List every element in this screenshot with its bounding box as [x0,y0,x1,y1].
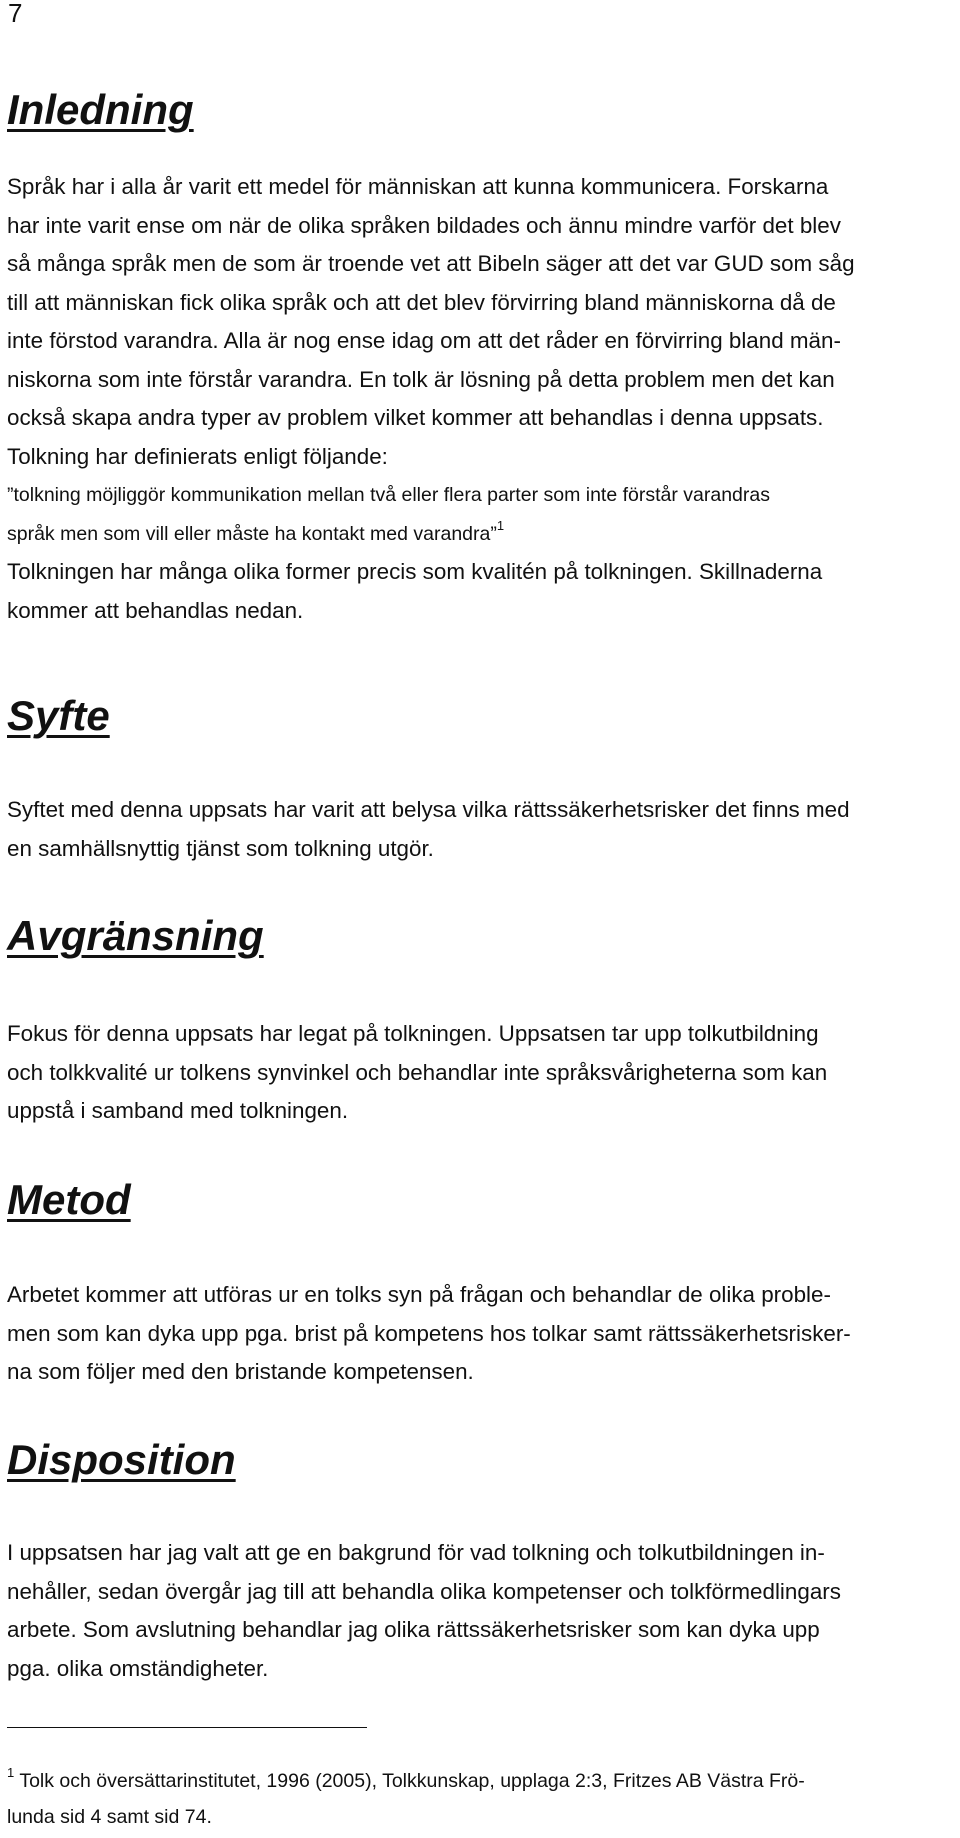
text-line: niskorna som inte förstår varandra. En tolk är lösning på detta problem men det kan [7,366,835,392]
text-line: till att människan fick olika språk och att det blev förvirring bland människorna då de [7,289,836,315]
paragraph-inledning [7,168,953,630]
text-line: kommer att behandlas nedan. [7,597,304,623]
footnote-reference: 1 [496,517,505,533]
footnote [7,1763,953,1835]
text-line: na som följer med den bristande kompetensen. [7,1359,474,1384]
paragraph-syfte [7,791,953,868]
paragraph-metod [7,1276,953,1392]
text-line: så många språk men de som är troende vet att Bibeln säger att det var GUD som såg [7,251,855,276]
page-number: 7 [8,0,23,28]
text-line: men som kan dyka upp pga. brist på kompetens hos tolkar samt rättssäkerhetsrisker- [7,1320,851,1346]
text-line: Syftet med denna uppsats har varit att belysa vilka rättssäkerhetsrisker det finns med [7,797,850,822]
text-line: uppstå i samband med tolkningen. [7,1098,349,1123]
text-line: Tolkningen har många olika former precis som kvalitén på tolkningen. Skillnaderna [7,559,823,584]
paragraph-avgransning [7,1015,953,1131]
footnote-marker: 1 [7,1765,15,1780]
text-line: också skapa andra typer av problem vilket kommer att behandlas i denna uppsats. [7,405,824,430]
text-line: en samhällsnyttig tjänst som tolkning utgör. [7,835,434,861]
text-line: Språk har i alla år varit ett medel för människan att kunna kommunicera. Forskarna [7,174,829,199]
heading-disposition: Disposition [7,1436,236,1483]
paragraph-disposition [7,1534,953,1688]
heading-syfte: Syfte [7,692,110,739]
definition-quote-line: ”tolkning möjliggör kommunikation mellan två eller flera parter som inte förstår varandras [7,484,770,506]
footnote-line [7,1763,953,1799]
heading-metod: Metod [7,1176,131,1223]
text-line: har inte varit ense om när de olika språken bildades och ännu mindre varför det blev [7,212,841,238]
text-line: Tolkning har definierats enligt följande: [7,443,388,469]
definition-quote-line [7,515,953,554]
text-line: pga. olika omständigheter. [7,1655,269,1681]
heading-avgransning: Avgränsning [7,912,264,959]
definition-quote-text: språk men som vill eller måste ha kontakt med varandra” [7,522,497,545]
footnote-text: Tolk och översättarinstitutet, 1996 (2005), Tolkkunskap, upplaga 2:3, Fritzes AB Västra Frö- [19,1770,805,1792]
footnote-line: lunda sid 4 samt sid 74. [7,1806,212,1828]
text-line: Fokus för denna uppsats har legat på tolkningen. Uppsatsen tar upp tolkutbildning [7,1021,819,1046]
text-line: och tolkkvalité ur tolkens synvinkel och behandlar inte språksvårigheterna som kan [7,1059,828,1085]
text-line: arbete. Som avslutning behandlar jag olika rättssäkerhetsrisker som kan dyka upp [7,1617,820,1642]
text-line: I uppsatsen har jag valt att ge en bakgrund för vad tolkning och tolkutbildningen in- [7,1540,825,1565]
text-line: Arbetet kommer att utföras ur en tolks syn på frågan och behandlar de olika proble- [7,1282,831,1307]
text-line: inte förstod varandra. Alla är nog ense idag om att det råder en förvirring bland män- [7,328,841,353]
text-line: nehåller, sedan övergår jag till att behandla olika kompetenser och tolkförmedlingars [7,1578,841,1604]
heading-inledning: Inledning [7,86,194,133]
footnote-separator [7,1727,367,1728]
